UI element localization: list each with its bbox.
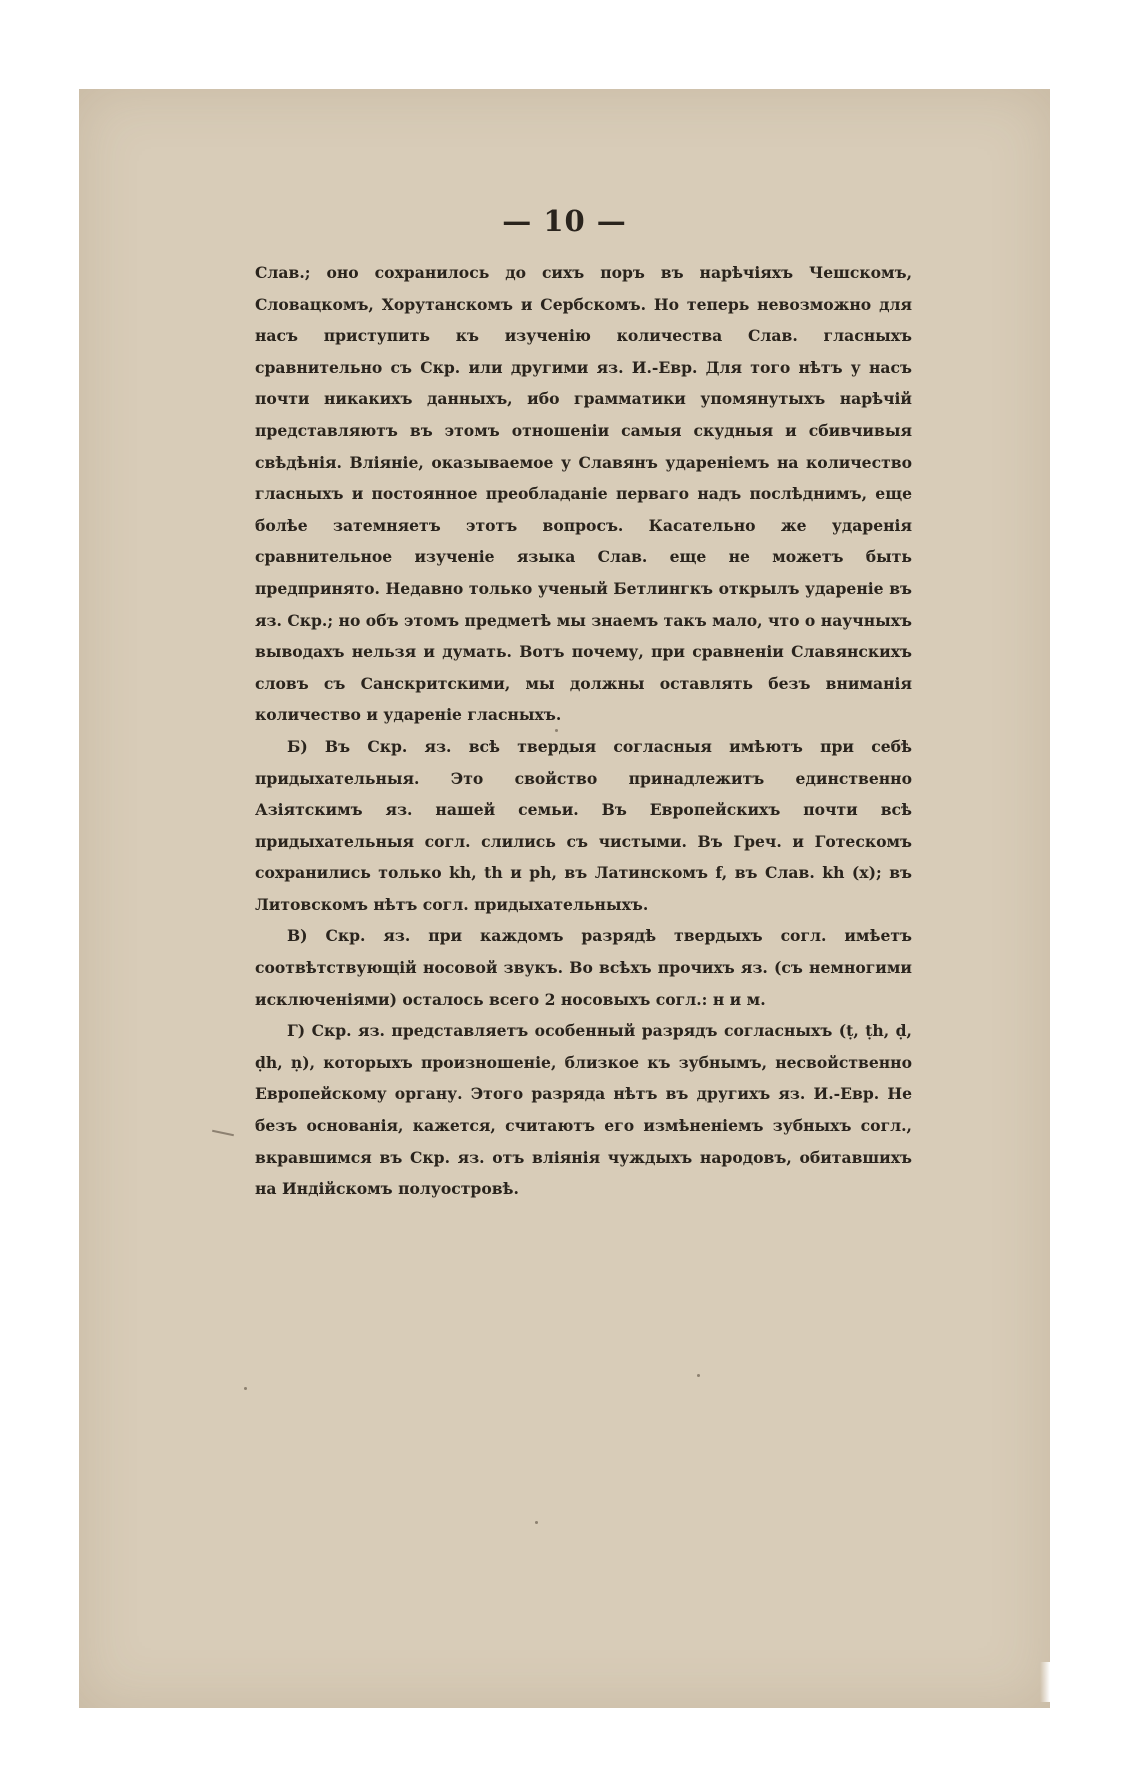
paragraph-1: Слав.; оно сохранилось до сихъ поръ въ нарѣчіяхъ Чешскомъ, Словацкомъ, Хорутанскомъ и Сербскомъ. Но теперь невозможно для насъ приступить къ изученію количества Слав. гласныхъ сравнительно съ Скр. или другими яз. И.-Евр. Для того нѣтъ у насъ почти никакихъ данныхъ, ибо грамматики упомянутыхъ нарѣчій представляютъ въ этомъ отношеніи самыя скудныя и сбивчивыя свѣдѣнія. Вліяніе, оказываемое у Славянъ удареніемъ на количество гласныхъ и постоянное преобладаніе перваго надъ послѣднимъ, еще болѣе затемняетъ этотъ вопросъ. Касательно же ударенія сравнительное изученіе языка Слав. еще не можетъ быть предпринято. Недавно только ученый Бетлингкъ открылъ удареніе въ яз. Скр.; но объ этомъ предметѣ мы знаемъ такъ мало, что о научныхъ выводахъ нельзя и думать. Вотъ почему, при сравненіи Славянскихъ словъ съ Санскритскими, мы должны оставлять безъ вниманія количество и удареніе гласныхъ. — [255, 263, 912, 725]
scanned-page — [79, 89, 1050, 1708]
paragraph-2-aspirates: Б) Въ Скр. яз. всѣ твердыя согласныя имѣютъ при себѣ придыхательныя. Это свойство принадлежитъ единственно Азіятскимъ яз. нашей семьи. Въ Европейскихъ почти всѣ придыхательныя согл. слились съ чистыми. Въ Греч. и Готескомъ сохранились только kh, th и ph, въ Латинскомъ f, въ Слав. kh (x); въ Литовскомъ нѣтъ согл. придыхательныхъ. — [255, 736, 912, 914]
paper-fleck — [244, 1387, 247, 1390]
margin-pencil-mark — [212, 1130, 234, 1137]
body-text — [255, 257, 912, 1205]
page-number: — 10 — — [502, 204, 627, 238]
paragraph-3-nasals: В) Скр. яз. при каждомъ разрядѣ твердыхъ согл. имѣетъ соотвѣтствующій носовой звукъ. Во всѣхъ прочихъ яз. (съ немногими исключеніями) осталось всего 2 носовыхъ согл.: н и м. — [255, 926, 912, 1009]
paper-fleck — [535, 1521, 538, 1524]
paper-fleck — [697, 1374, 700, 1377]
page-edge-tear — [1040, 1662, 1050, 1702]
paragraph-4-cerebrals: Г) Скр. яз. представляетъ особенный разрядъ согласныхъ (ṭ, ṭh, ḍ, ḍh, ṇ), которыхъ произношеніе, близкое къ зубнымъ, несвойственно Европейскому органу. Этого разряда нѣтъ въ другихъ яз. И.-Евр. Не безъ основанія, кажется, считаютъ его измѣненіемъ зубныхъ согл., вкравшимся въ Скр. яз. отъ вліянія чуждыхъ народовъ, обитавшихъ на Индійскомъ полуостровѣ. — [255, 1021, 912, 1199]
paper-fleck — [555, 729, 558, 732]
